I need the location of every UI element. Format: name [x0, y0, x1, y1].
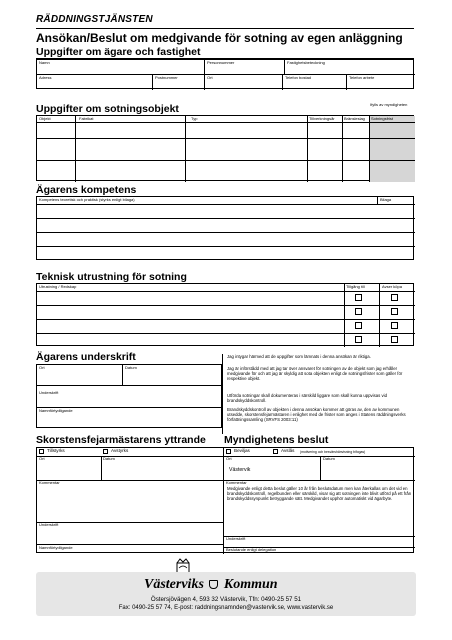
sweep-date-label: Datum [103, 456, 115, 461]
col-type: Typ [191, 116, 198, 121]
authority-fill-note: Ifylls av myndigheten [370, 102, 408, 107]
signature-section-heading: Ägarens underskrift [36, 351, 136, 363]
footer-contact: Fax: 0490-25 57 74, E-post: raddningsnamnden@vastervik.se, www.vastervik.se [118, 605, 334, 611]
org-name-second: Kommun [223, 577, 278, 592]
owner-city-field[interactable]: Ort [205, 75, 283, 90]
col-fuel: Bränsleslag [344, 116, 365, 121]
department-header: RÄDDNINGSTJÄNSTEN [36, 14, 153, 25]
statement-responsibility: Jag är införstådd med att jag tar över ansvaret för sotningen av de objekt som jag erhåller medgivande för och att jag är skyldig att sota objekten enligt de sotningsfrister som gäller för respektive objekt. [227, 366, 403, 382]
attachment-label: Bilaga [380, 197, 392, 202]
rejected-label: Avslås [281, 448, 295, 453]
col-make: Fabrikat [79, 116, 94, 121]
rejected-checkbox[interactable] [273, 449, 278, 454]
competence-section-heading: Ägarens kompetens [36, 184, 137, 196]
object-row[interactable] [37, 160, 415, 161]
owner-personal-number-field[interactable]: Personnummer [205, 60, 285, 75]
authority-city-label: Ort [226, 456, 232, 461]
available-checkbox[interactable] [355, 336, 362, 343]
intend-buy-checkbox[interactable] [391, 294, 398, 301]
equipment-col-available: Tillgång till [346, 284, 365, 289]
sweep-signature-label: Underskrift [39, 522, 59, 527]
owner-name-field[interactable]: Namn [37, 60, 205, 75]
chimney-sweep-heading: Skorstensfejarmästarens yttrande [36, 434, 206, 446]
equipment-section-heading: Teknisk utrustning för sotning [36, 271, 187, 283]
signature-date-field[interactable]: Datum [123, 365, 223, 386]
equipment-col-tool: Utrustning / Redskap [39, 284, 77, 289]
owner-statements [222, 354, 414, 434]
decision-grid [36, 447, 414, 553]
col-manufacture-year: Tillverkningsår [309, 116, 335, 121]
sweep-city-label: Ort [39, 456, 45, 461]
owner-signature-field[interactable]: Underskrift [37, 386, 223, 408]
authority-signature-label: Underskrift [226, 536, 246, 541]
owner-address-field[interactable]: Adress [37, 75, 153, 90]
equipment-col-intend-buy: Avser köpa [382, 284, 402, 289]
owner-section-heading: Uppgifter om ägare och fastighet [36, 46, 414, 59]
authority-comment-label: Kommentar [226, 480, 247, 485]
authority-date-label: Datum [323, 456, 335, 461]
intend-buy-checkbox[interactable] [391, 322, 398, 329]
intend-buy-checkbox[interactable] [391, 308, 398, 315]
approved-label: Beviljas [234, 448, 250, 453]
competence-grid[interactable] [36, 196, 414, 260]
statement-documentation: Utförda sotningar skall dokumenteras i särskild liggare som skall kunna uppvisas vid brandskyddskontroll. [227, 393, 388, 404]
statement-correct: Jag intygar härmed att de uppgifter som lämnats i denna ansökan är riktiga. [227, 354, 371, 359]
org-name-first: Västerviks [144, 577, 204, 592]
available-checkbox[interactable] [355, 294, 362, 301]
object-section-heading: Uppgifter om sotningsobjekt [36, 103, 179, 115]
object-row[interactable] [37, 138, 415, 139]
delegation-label: Beslutande enligt delegation [226, 547, 277, 552]
object-grid [36, 115, 414, 181]
statement-fire-inspection: Brandskyddskontroll av objekten i denna ansökan kommer att göras av, den av kommunen utsedde, skorstensfejarmästaren i enlighet med de frister som anges i Statens räddningsverks författningssamling (SRVFS 2003:11) [227, 407, 406, 423]
header-rule [36, 28, 414, 29]
sweep-comment-field[interactable] [37, 522, 223, 523]
col-sweep-interval: Sotningsfrist [371, 116, 394, 121]
sweep-name-label: Namnförtydligande [39, 545, 73, 550]
rejected-note: (motivering och besvärshänvisning bifogas) [300, 449, 366, 454]
owner-postal-code-field[interactable]: Postnummer [153, 75, 205, 90]
form-title: Ansökan/Beslut om medgivande för sotning av egen anläggning [36, 31, 403, 45]
reject-checkbox[interactable] [103, 449, 108, 454]
owner-grid [36, 59, 414, 89]
property-designation-field[interactable]: Fastighetsbeteckning [285, 60, 415, 75]
reject-label: Avstyrks [111, 448, 129, 453]
equipment-grid [36, 283, 414, 346]
available-checkbox[interactable] [355, 308, 362, 315]
footer [36, 557, 416, 613]
footer-address: Östersjövägen 4, 593 32 Västervik, Tfn: 0490-25 57 51 [150, 596, 302, 603]
sweep-city-date-field[interactable] [37, 480, 223, 481]
authority-heading: Myndighetens beslut [224, 434, 329, 446]
sweep-comment-label: Kommentar [39, 480, 60, 485]
competence-label: Kompetens teoretisk och praktisk (styrks enligt bilaga) [39, 197, 135, 202]
col-object: Objekt [39, 116, 51, 121]
signature-grid [36, 364, 222, 428]
owner-phone-home-field[interactable]: Telefon bostad [283, 75, 347, 90]
approve-label: Tillstyrks [47, 448, 65, 453]
approve-checkbox[interactable] [39, 449, 44, 454]
crest-mark-icon [209, 580, 218, 589]
signature-city-field[interactable]: Ort [37, 365, 123, 386]
owner-phone-work-field[interactable]: Telefon arbete [349, 75, 375, 80]
org-name [144, 577, 278, 593]
authority-comment-text: Medgivande enligt detta beslut gäller 10 år från beslutsdatum men kan återkallas om det vid en brandskyddskontroll, regelbunden eller särskild, visar sig att sotningen inte blivit utförd på ett från brandskyddssynpunkt betryggande sätt. Medgivandet upphör automatiskt vid ägarbyte. [227, 486, 412, 502]
intend-buy-checkbox[interactable] [391, 336, 398, 343]
approved-checkbox[interactable] [226, 449, 231, 454]
available-checkbox[interactable] [355, 322, 362, 329]
owner-name-clarification-field[interactable]: Namnförtydligande [39, 408, 73, 413]
authority-city-value: Västervik [229, 467, 251, 473]
